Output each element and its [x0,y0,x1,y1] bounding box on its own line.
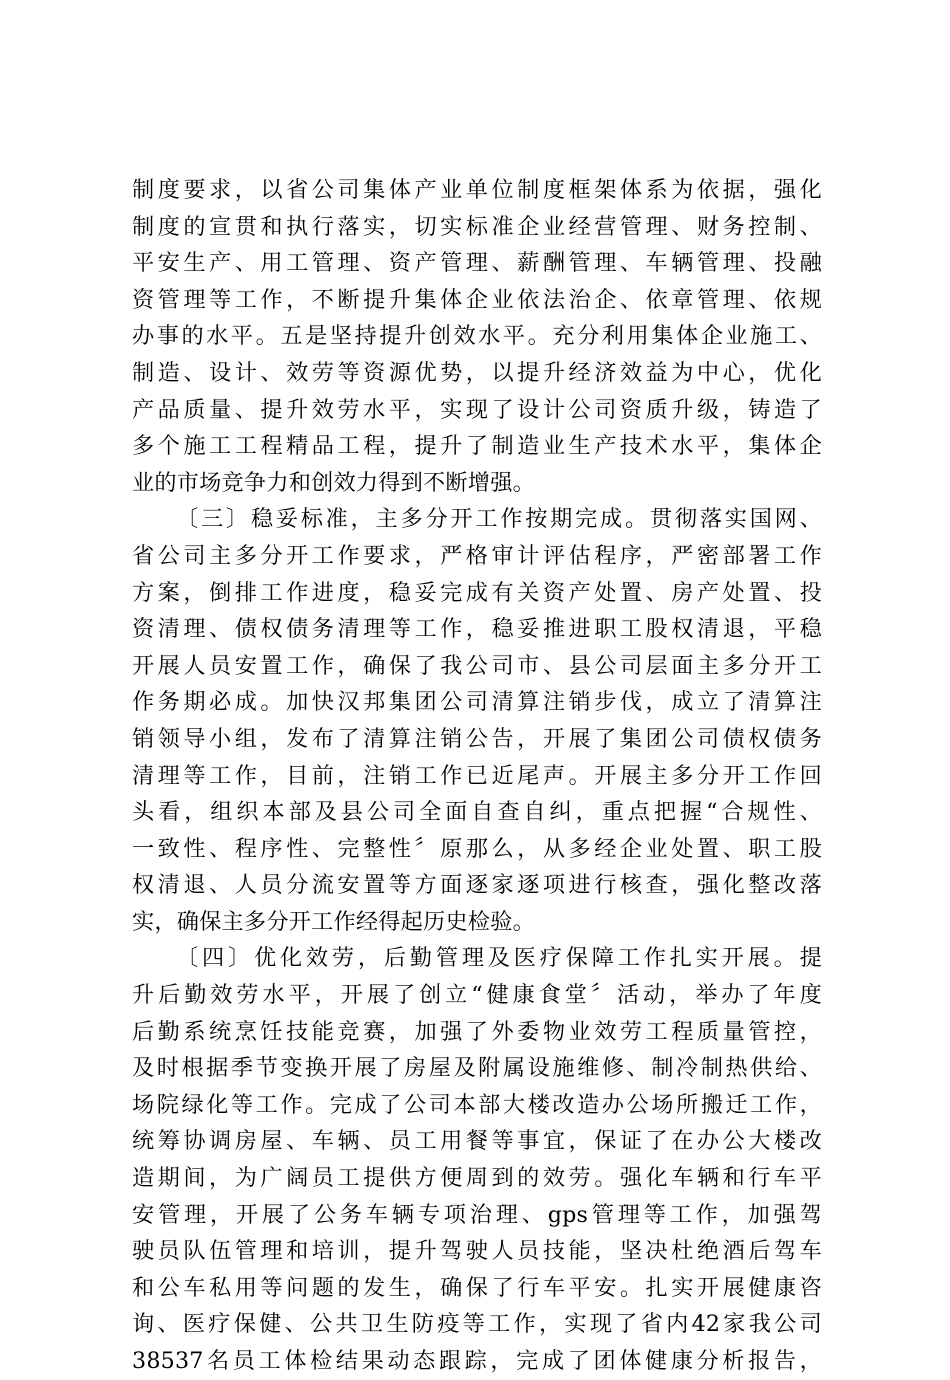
text-line: 平安生产、用工管理、资产管理、薪酬管理、车辆管理、投融 [132,250,822,277]
text-line: 升后勤效劳水平，开展了创立“健康食堂〞活动，举办了年度 [132,982,822,1009]
text-line: 制造、设计、效劳等资源优势，以提升经济效益为中心，优化 [132,359,822,386]
text-line: 38537名员工体检结果动态跟踪，完成了团体健康分析报告， [132,1348,822,1374]
text-line: 产品质量、提升效劳水平，实现了设计公司资质升级，铸造了 [132,396,822,423]
text-line: 头看，组织本部及县公司全面自查自纠，重点把握“合规性、 [132,799,822,826]
text-line: 制度的宣贯和执行落实，切实标准企业经营管理、财务控制、 [132,213,822,240]
text-line: 和公车私用等问题的发生，确保了行车平安。扎实开展健康咨 [132,1274,822,1301]
text-line: 及时根据季节变换开展了房屋及附属设施维修、制冷制热供给、 [132,1055,822,1082]
text-line: 安管理，开展了公务车辆专项治理、gps管理等工作，加强驾 [132,1201,822,1228]
text-line: 办事的水平。五是坚持提升创效水平。充分利用集体企业施工、 [132,323,822,350]
text-line: 制度要求，以省公司集体产业单位制度框架体系为依据，强化 [132,177,822,203]
text-line: 询、医疗保健、公共卫生防疫等工作，实现了省内42家我公司 [132,1311,822,1338]
text-line: 开展人员安置工作，确保了我公司市、县公司层面主多分开工 [132,652,822,679]
body-text [132,172,822,1380]
text-line: 资管理等工作，不断提升集体企业依法治企、依章管理、依规 [132,286,822,313]
paragraph-start-line: 〔三〕稳妥标准，主多分开工作按期完成。贯彻落实国网、 [176,506,822,533]
text-line: 方案，倒排工作进度，稳妥完成有关资产处置、房产处置、投 [132,579,822,606]
text-line: 场院绿化等工作。完成了公司本部大楼改造办公场所搬迁工作， [132,1091,822,1118]
text-line: 销领导小组，发布了清算注销公告，开展了集团公司债权债务 [132,725,822,752]
text-line: 实，确保主多分开工作经得起历史检验。 [132,908,535,935]
text-line: 清理等工作，目前，注销工作已近尾声。开展主多分开工作回 [132,762,822,789]
text-line: 多个施工工程精品工程，提升了制造业生产技术水平，集体企 [132,433,822,460]
text-line: 造期间，为广阔员工提供方便周到的效劳。强化车辆和行车平 [132,1165,822,1192]
paragraph-start-line: 〔四〕优化效劳，后勤管理及医疗保障工作扎实开展。提 [176,945,822,972]
text-line: 省公司主多分开工作要求，严格审计评估程序，严密部署工作 [132,542,822,569]
text-line: 作务期必成。加快汉邦集团公司清算注销步伐，成立了清算注 [132,689,822,716]
text-line: 权清退、人员分流安置等方面逐家逐项进行核查，强化整改落 [132,872,822,899]
text-line: 统筹协调房屋、车辆、员工用餐等事宜，保证了在办公大楼改 [132,1128,822,1155]
text-line: 资清理、债权债务清理等工作，稳妥推进职工股权清退，平稳 [132,616,822,643]
text-line: 一致性、程序性、完整性〞原那么，从多经企业处置、职工股 [132,835,822,862]
text-line: 业的市场竞争力和创效力得到不断增强。 [132,469,535,496]
text-line: 后勤系统烹饪技能竞赛，加强了外委物业效劳工程质量管控， [132,1018,822,1045]
text-line: 驶员队伍管理和培训，提升驾驶人员技能，坚决杜绝酒后驾车 [132,1238,822,1265]
